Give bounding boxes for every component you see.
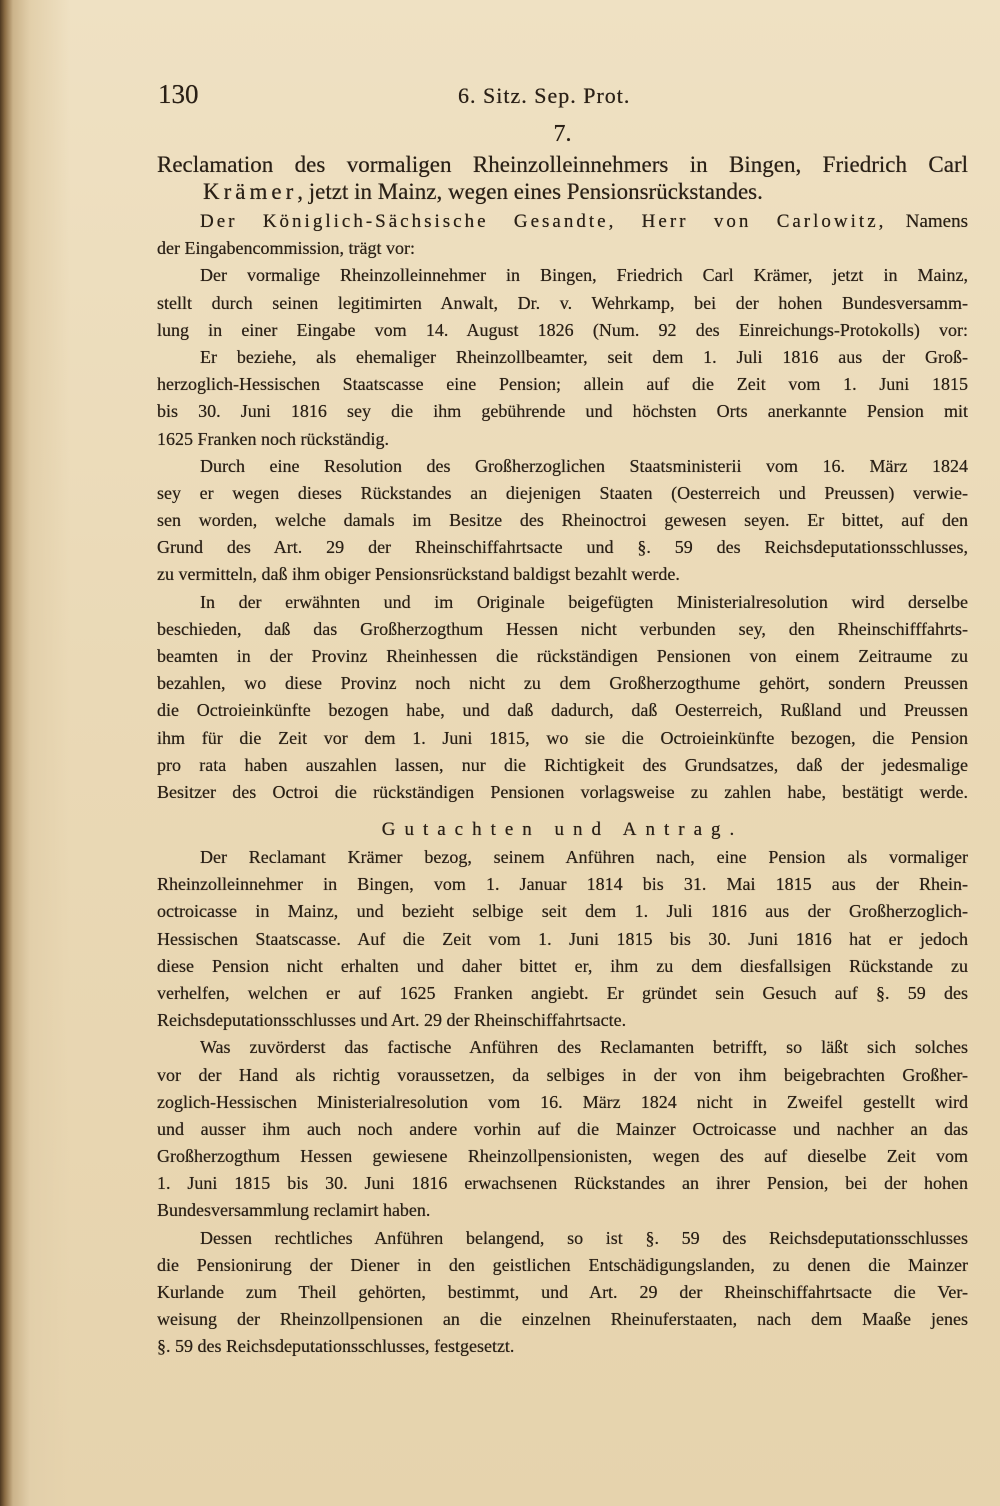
paragraph bbox=[157, 589, 968, 807]
text-line: Bundesversammlung reclamirt haben. bbox=[157, 1200, 431, 1221]
text-line: 1. Juni 1815 bis 30. Juni 1816 erwachsenen Rückstandes an ihrer Pension, bei der hohen bbox=[157, 1173, 968, 1194]
opinion-text bbox=[157, 844, 968, 1361]
text-line: octroicasse in Mainz, und bezieht selbige seit dem 1. Juli 1816 aus der Großherzoglich- bbox=[157, 901, 968, 922]
text-line: zu vermitteln, daß ihm obiger Pensionsrückstand baldigst bezahlt werde. bbox=[157, 564, 680, 585]
text-line: Reichsdeputationsschlusses und Art. 29 der Rheinschiffahrtsacte. bbox=[157, 1010, 627, 1031]
running-head: 6. Sitz. Sep. Prot. bbox=[458, 83, 631, 108]
text-line: bis 30. Juni 1816 sey die ihm gebührende und höchsten Orts anerkannte Pension mit bbox=[157, 401, 968, 422]
text-line: Der Reclamant Krämer bezog, seinem Anführen nach, eine Pension als vormaliger bbox=[200, 847, 968, 867]
paragraph bbox=[157, 262, 968, 344]
section-number: 7. bbox=[553, 121, 572, 147]
text-line: Rheinzolleinnehmer in Bingen, vom 1. Januar 1814 bis 31. Mai 1815 aus der Rhein- bbox=[157, 874, 968, 895]
text-line: lung in einer Eingabe vom 14. August 1826 (Num. 92 des Einreichungs-Protokolls) vor: bbox=[157, 319, 968, 340]
page-number: 130 bbox=[158, 79, 199, 109]
title-rest: , jetzt in Mainz, wegen eines Pensionsrückstandes. bbox=[297, 179, 763, 204]
text-line: Kurlande zum Theil gehörten, bestimmt, und Art. 29 der Rheinschiffahrtsacte die Ver- bbox=[157, 1282, 968, 1302]
text-line: In der erwähnten und im Originale beigefügten Ministerialresolution wird derselbe bbox=[200, 591, 968, 612]
section-title-line bbox=[157, 178, 968, 205]
text-line: §. 59 des Reichsdeputationsschlusses, festgesetzt. bbox=[157, 1336, 515, 1357]
text-line: weisung der Rheinzollpensionen an die einzelnen Rheinuferstaaten, nach dem Maaße jenes bbox=[157, 1309, 968, 1330]
text-line: bezahlen, wo diese Provinz noch nicht zu dem Großherzogthume gehört, sondern Preussen bbox=[157, 673, 968, 694]
text-line: Großherzogthum Hessen gewiesene Rheinzollpensionisten, wegen des auf dieselbe Zeit vom bbox=[157, 1146, 968, 1167]
text-line: diese Pension nicht erhalten und daher bittet er, ihm zu dem diesfallsigen Rückstande zu bbox=[157, 955, 968, 976]
text-line: sen worden, welche damals im Besitze des Rheinoctroi gewesen seyen. Er bittet, auf den bbox=[157, 510, 968, 531]
speaker-paragraph bbox=[157, 208, 968, 262]
speaker-rest: , Namens bbox=[878, 211, 968, 232]
text-line: Besitzer des Octroi die rückständigen Pensionen vorlagsweise zu zahlen habe, bestätigt werde. bbox=[157, 781, 968, 802]
spaced-name: Krämer bbox=[203, 179, 298, 204]
paragraph bbox=[157, 453, 968, 589]
text-line: Hessischen Staatscasse. Auf die Zeit vom 1. Juni 1815 bis 30. Juni 1816 hat er jedoch bbox=[157, 928, 968, 949]
text-line: Durch eine Resolution des Großherzoglichen Staatsministerii vom 16. März 1824 bbox=[200, 455, 968, 476]
opinion-heading: Gutachten und Antrag. bbox=[381, 819, 744, 840]
text-line: beamten in der Provinz Rheinhessen die rückständigen Pensionen von einem Zeitraume zu bbox=[157, 646, 968, 666]
report-paragraphs bbox=[157, 262, 968, 806]
text-line: zoglich-Hessischen Ministerialresolution vom 16. März 1824 nicht in Zweifel gestellt wird bbox=[157, 1091, 968, 1112]
text-line: Grund des Art. 29 der Rheinschiffahrtsacte und §. 59 des Reichsdeputationsschlusses, bbox=[157, 537, 968, 558]
paragraph bbox=[157, 844, 968, 1034]
text-line: Dessen rechtliches Anführen belangend, so ist §. 59 des Reichsdeputationsschlusses bbox=[200, 1227, 968, 1248]
text-line: die Pensionirung der Diener in den geistlichen Entschädigungslanden, zu denen die Mainzer bbox=[157, 1254, 968, 1275]
text-line: vor der Hand als richtig voraussetzen, da selbiges in der von ihm beigebrachten Großher- bbox=[157, 1064, 968, 1085]
section-title-line: Reclamation des vormaligen Rheinzolleinnehmers in Bingen, Friedrich Carl bbox=[157, 152, 968, 177]
text-line: 1625 Franken noch rückständig. bbox=[157, 428, 389, 449]
text-line: der Eingabencommission, trägt vor: bbox=[157, 238, 415, 259]
text-line: die Octroieinkünfte bezogen habe, und daß dadurch, daß Oesterreich, Rußland und Preussen bbox=[157, 700, 968, 721]
text-line: beschieden, daß das Großherzogthum Hessen nicht verbunden sey, den Rheinschifffahrts- bbox=[157, 618, 968, 639]
paragraph bbox=[157, 1225, 968, 1361]
speaker-line bbox=[157, 208, 968, 235]
text-line: Was zuvörderst das factische Anführen des Reclamanten betrifft, so läßt sich solches bbox=[200, 1037, 968, 1058]
text-line: ihm für die Zeit vor dem 1. Juni 1815, wo sie die Octroieinkünfte bezogen, die Pension bbox=[157, 727, 968, 748]
text-line: Er beziehe, als ehemaliger Rheinzollbeamter, seit dem 1. Juli 1816 aus der Groß- bbox=[200, 346, 968, 367]
text-line: und ausser ihm auch noch andere vorhin auf die Mainzer Octroicasse und nachher an das bbox=[157, 1118, 968, 1139]
speaker-name: Der Königlich-Sächsische Gesandte, Herr von Carlowitz bbox=[200, 211, 879, 232]
text-line: verhelfen, welchen er auf 1625 Franken angiebt. Er gründet sein Gesuch auf §. 59 des bbox=[157, 982, 968, 1003]
paragraph bbox=[157, 344, 968, 453]
section-title bbox=[157, 151, 968, 205]
text-line: Der vormalige Rheinzolleinnehmer in Bingen, Friedrich Carl Krämer, jetzt in Mainz, bbox=[200, 265, 968, 286]
report-text bbox=[157, 208, 968, 806]
text-line: pro rata haben auszahlen lassen, nur die Richtigkeit des Grundsatzes, daß der jedesmalige bbox=[157, 754, 968, 775]
text-line: herzoglich-Hessischen Staatscasse eine Pension; allein auf die Zeit vom 1. Juni 1815 bbox=[157, 374, 968, 395]
paragraph bbox=[157, 1034, 968, 1224]
text-line: stellt durch seinen legitimirten Anwalt, Dr. v. Wehrkamp, bei der hohen Bundesversamm- bbox=[157, 292, 968, 313]
text-line: sey er wegen dieses Rückstandes an diejenigen Staaten (Oesterreich und Preussen) verwie- bbox=[157, 482, 968, 503]
